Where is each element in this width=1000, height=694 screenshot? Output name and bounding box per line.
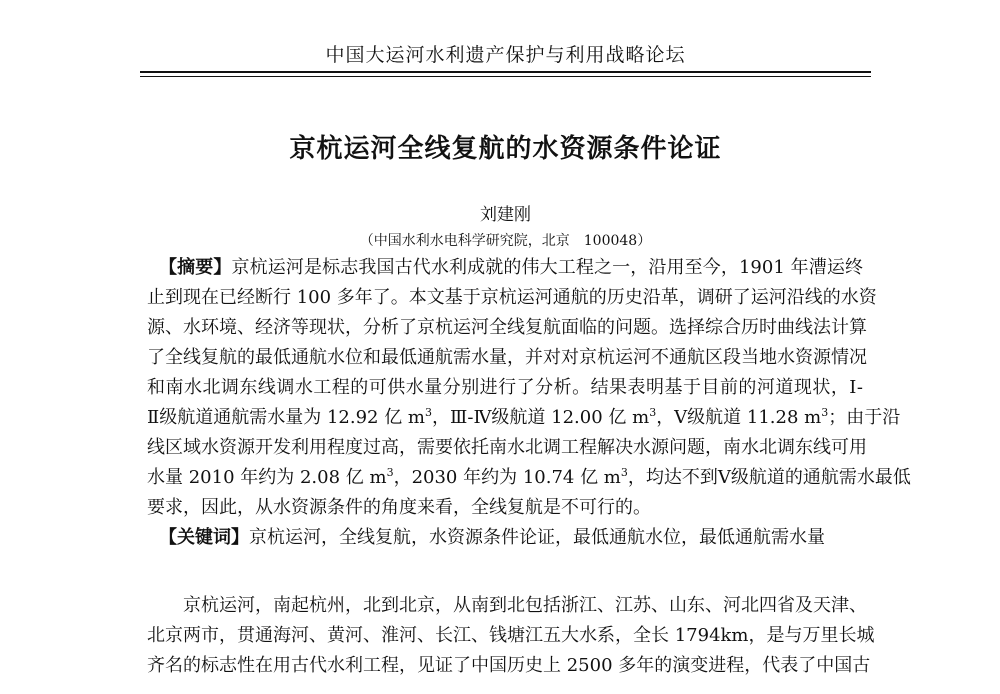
header-rule-thin	[140, 76, 871, 77]
author-affiliation: （中国水利水电科学研究院，北京 100048）	[359, 233, 652, 249]
abstract-line: 水量 2010 年约为 2.08 亿 $m^3$，2030 年约为 10.74 亿 $m^3$，均达不到Ⅴ级航道的通航需水最低	[147, 466, 911, 488]
abstract-text: 京杭运河是标志我国古代水利成就的伟大工程之一，沿用至今，1901 年漕运终	[231, 257, 863, 278]
abstract-line: 止到现在已经断行 100 多年了。本文基于京杭运河通航的历史沿革，调研了运河沿线的水资	[147, 287, 877, 308]
running-header: 中国大运河水利遗产保护与利用战略论坛	[325, 44, 686, 66]
abstract-line: 源、水环境、经济等现状，分析了京杭运河全线复航面临的问题。选择综合历时曲线法计算	[147, 317, 867, 338]
abstract-line: Ⅱ级航道通航需水量为 12.92 亿 $m^3$，Ⅲ-Ⅳ级航道 12.00 亿 $m^3$，Ⅴ级航道 11.28 $m^3$；由于沿	[147, 406, 901, 428]
article-title: 京杭运河全线复航的水资源条件论证	[289, 134, 722, 164]
abstract-line: 线区域水资源开发利用程度过高，需要依托南水北调工程解决水源问题，南水北调东线可用	[147, 437, 867, 458]
body-line: 京杭运河，南起杭州，北到北京，从南到北包括浙江、江苏、山东、河北四省及天津、	[147, 595, 867, 616]
body-line: 齐名的标志性在用古代水利工程，见证了中国历史上 2500 多年的演变进程，代表了中国古	[147, 655, 871, 676]
header-rule-thick	[140, 71, 871, 73]
body-line: 北京两市，贯通海河、黄河、淮河、长江、钱塘江五大水系，全长 1794km，是与万里长城	[147, 625, 875, 646]
keywords-text: 京杭运河，全线复航，水资源条件论证，最低通航水位，最低通航需水量	[249, 527, 825, 548]
abstract-line: 要求，因此，从水资源条件的角度来看，全线复航是不可行的。	[147, 497, 651, 518]
abstract-line: 了全线复航的最低通航水位和最低通航需水量，并对对京杭运河不通航区段当地水资源情况	[147, 347, 867, 368]
keywords-label: 【关键词】	[159, 527, 249, 548]
abstract-line	[159, 254, 863, 282]
author-name: 刘建刚	[480, 205, 531, 225]
keywords	[159, 524, 863, 552]
abstract-line: 和南水北调东线调水工程的可供水量分别进行了分析。结果表明基于目前的河道现状，Ⅰ-	[147, 377, 863, 398]
abstract-label: 【摘要】	[159, 257, 232, 278]
